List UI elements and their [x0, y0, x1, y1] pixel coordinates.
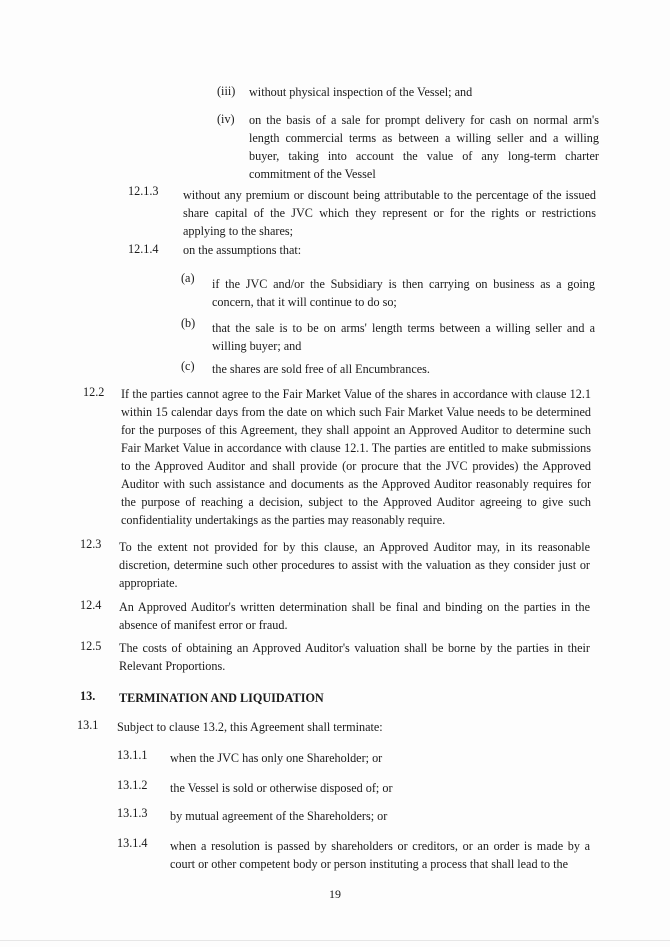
clause-number: 13.1.3	[117, 806, 148, 820]
clause-number: 12.1.4	[128, 242, 159, 256]
item-number: (a)	[181, 271, 195, 285]
clause-text: on the assumptions that:	[183, 243, 302, 257]
clause-number: 13.1.2	[117, 778, 148, 792]
clause-number: 13.1.4	[117, 836, 148, 850]
clause-text: without any premium or discount being attributable to the percentage of the issued share capital of the JVC which they represent or for the rights or restrictions applying to the shares;	[183, 188, 596, 238]
item-text: the shares are sold free of all Encumbrances.	[212, 362, 430, 376]
clause-text: If the parties cannot agree to the Fair Market Value of the shares in accordance with clause 12.1 within 15 calendar days from the date on which such Fair Market Value needs to be determined for the purposes of this Agreement, they shall appoint an Approved Auditor to determine such Fair Market Value in accordance with clause 12.1. The parties are entitled to make submissions to the Approved Auditor and shall provide (or procure that the JVC provides) the Approved Auditor with such assistance and documents as the Approved Auditor reasonably requires for the purpose of reaching a decision, subject to the Approved Auditor agreeing to give such confidentiality undertakings as the parties may reasonably require.	[121, 387, 591, 527]
clause-number: 13.1.1	[117, 748, 148, 762]
section-heading: TERMINATION AND LIQUIDATION	[119, 691, 324, 705]
item-number: (c)	[181, 359, 195, 373]
clause-text: by mutual agreement of the Shareholders; or	[170, 809, 388, 823]
clause-text: To the extent not provided for by this clause, an Approved Auditor may, in its reasonable discretion, determine such other procedures to assist with the valuation as they consider just or appropriate.	[119, 540, 590, 590]
section-number: 13.	[80, 689, 96, 703]
item-text: without physical inspection of the Vessel; and	[249, 85, 473, 99]
clause-text: when the JVC has only one Shareholder; or	[170, 751, 383, 765]
clause-number: 12.1.3	[128, 184, 159, 198]
clause-text: Subject to clause 13.2, this Agreement shall terminate:	[117, 720, 383, 734]
clause-text: The costs of obtaining an Approved Auditor's valuation shall be borne by the parties in their Relevant Proportions.	[119, 641, 590, 673]
clause-number: 13.1	[77, 718, 99, 732]
clause-number: 12.4	[80, 598, 102, 612]
item-number: (iii)	[217, 84, 236, 98]
clause-number: 12.2	[83, 385, 105, 399]
item-number: (iv)	[217, 112, 235, 126]
item-text: on the basis of a sale for prompt delivery for cash on normal arm's length commercial terms as between a willing seller and a willing buyer, taking into account the value of any long-term charter commitment of the Vessel	[249, 113, 599, 181]
item-text: that the sale is to be on arms' length terms between a willing seller and a willing buyer; and	[212, 321, 595, 353]
item-text: if the JVC and/or the Subsidiary is then carrying on business as a going concern, that it will continue to do so;	[212, 277, 595, 309]
clause-text: the Vessel is sold or otherwise disposed of; or	[170, 781, 393, 795]
item-number: (b)	[181, 316, 196, 330]
clause-text: when a resolution is passed by shareholders or creditors, or an order is made by a court or other competent body or person instituting a process that shall lead to the	[170, 839, 590, 871]
page-number: 19	[329, 887, 341, 901]
page-edge-divider	[0, 940, 670, 941]
clause-number: 12.3	[80, 537, 102, 551]
clause-number: 12.5	[80, 639, 102, 653]
clause-text: An Approved Auditor's written determination shall be final and binding on the parties in the absence of manifest error or fraud.	[119, 600, 590, 632]
